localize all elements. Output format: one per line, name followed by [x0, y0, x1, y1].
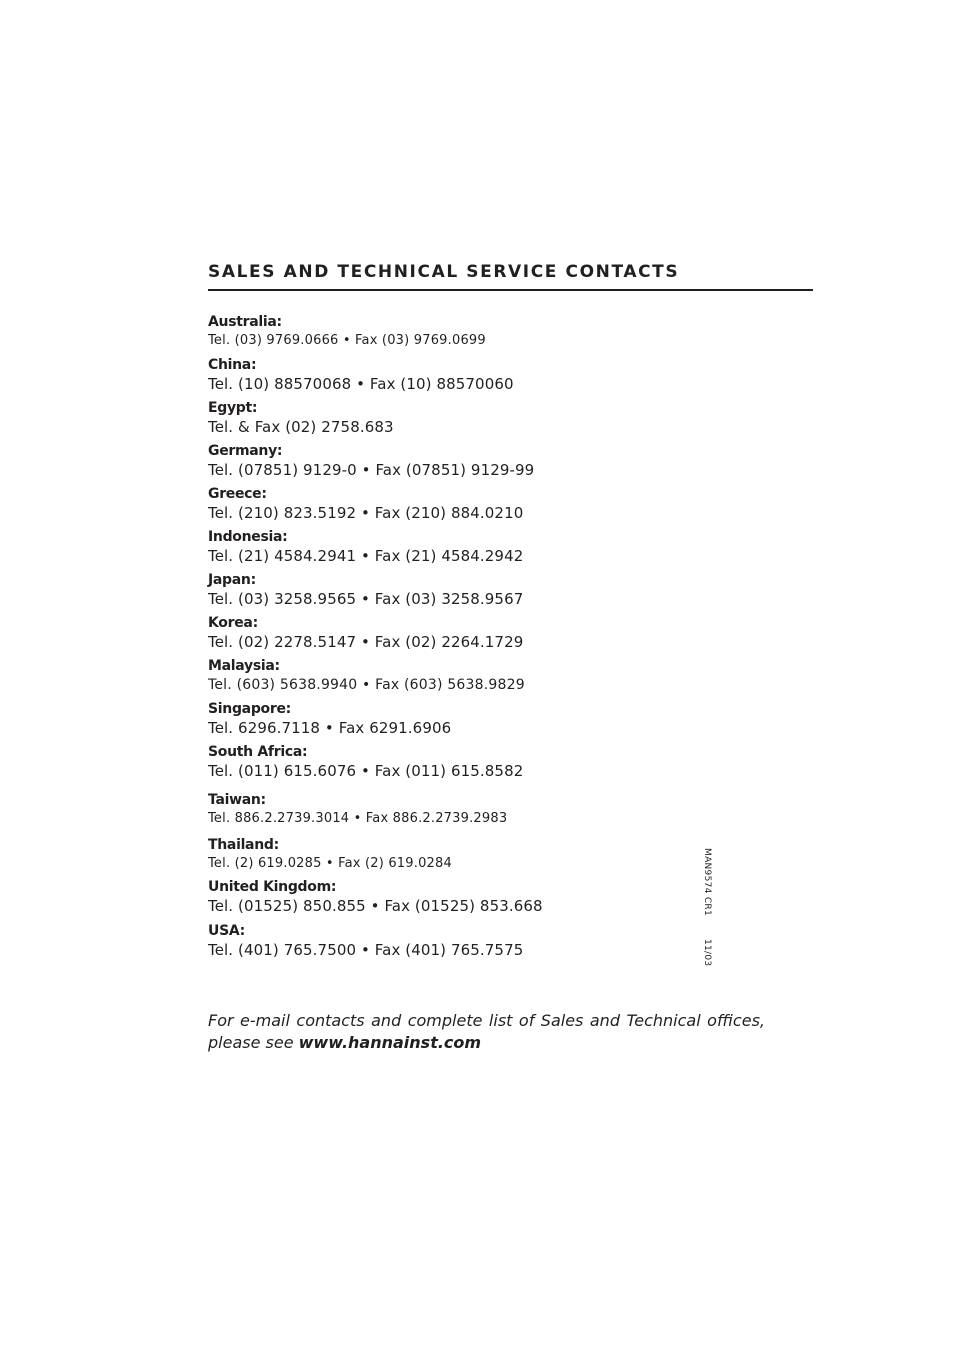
footnote	[208, 1010, 765, 1054]
phone-fax-text: Tel. (603) 5638.9940 • Fax (603) 5638.9829	[208, 677, 525, 693]
contact-indonesia	[208, 528, 523, 566]
country-label: Germany:	[208, 443, 283, 459]
document-code	[702, 848, 712, 967]
phone-fax-text: Tel. (401) 765.7500 • Fax (401) 765.7575	[208, 941, 524, 959]
country-label: Australia:	[208, 314, 282, 330]
phone-fax-text: Tel. (03) 3258.9565 • Fax (03) 3258.9567	[208, 590, 524, 608]
manual-code: MAN9574 CR1	[702, 848, 712, 916]
contact-china	[208, 356, 514, 394]
phone-fax-text: Tel. (10) 88570068 • Fax (10) 88570060	[208, 375, 514, 393]
phone-fax-text: Tel. (01525) 850.855 • Fax (01525) 853.668	[208, 897, 543, 915]
country-label: South Africa:	[208, 744, 308, 760]
phone-fax-text: Tel. (2) 619.0285 • Fax (2) 619.0284	[208, 856, 452, 871]
contact-japan	[208, 571, 523, 609]
phone-fax-text: Tel. (07851) 9129-0 • Fax (07851) 9129-99	[208, 461, 535, 479]
country-label: Taiwan:	[208, 792, 266, 808]
country-label: Indonesia:	[208, 529, 288, 545]
country-label: USA:	[208, 923, 245, 939]
phone-fax-text: Tel. 6296.7118 • Fax 6291.6906	[208, 719, 452, 737]
footnote-text: For e-mail contacts and complete list of Sales and Technical offices, please see	[208, 1011, 765, 1052]
contact-australia	[208, 313, 486, 351]
country-label: Malaysia:	[208, 658, 280, 674]
contact-malaysia	[208, 657, 525, 695]
revision-date: 11/03	[702, 939, 712, 967]
phone-fax-text: Tel. 886.2.2739.3014 • Fax 886.2.2739.2983	[208, 811, 508, 826]
website-link[interactable]: www.hannainst.com	[298, 1033, 482, 1052]
phone-fax-text: Tel. & Fax (02) 2758.683	[208, 418, 394, 436]
phone-fax-text: Tel. (03) 9769.0666 • Fax (03) 9769.0699	[208, 333, 486, 348]
country-label: Korea:	[208, 615, 258, 631]
contact-greece	[208, 485, 523, 523]
country-label: United Kingdom:	[208, 879, 337, 895]
contact-singapore	[208, 700, 451, 738]
phone-fax-text: Tel. (02) 2278.5147 • Fax (02) 2264.1729	[208, 633, 524, 651]
country-label: Singapore:	[208, 701, 291, 717]
phone-fax-text: Tel. (21) 4584.2941 • Fax (21) 4584.2942	[208, 547, 524, 565]
contact-united-kingdom	[208, 878, 543, 916]
contact-usa	[208, 922, 523, 960]
country-label: Egypt:	[208, 400, 258, 416]
country-label: Greece:	[208, 486, 267, 502]
contact-taiwan	[208, 791, 507, 829]
contact-germany	[208, 442, 534, 480]
phone-fax-text: Tel. (011) 615.6076 • Fax (011) 615.8582	[208, 762, 524, 780]
country-label: Thailand:	[208, 837, 279, 853]
page-title: SALES AND TECHNICAL SERVICE CONTACTS	[208, 262, 680, 282]
country-label: Japan:	[208, 572, 256, 588]
contact-south-africa	[208, 743, 523, 781]
country-label: China:	[208, 357, 257, 373]
contact-korea	[208, 614, 523, 652]
heading-divider	[208, 289, 813, 291]
contact-egypt	[208, 399, 394, 437]
phone-fax-text: Tel. (210) 823.5192 • Fax (210) 884.0210	[208, 504, 524, 522]
contact-thailand	[208, 836, 452, 874]
